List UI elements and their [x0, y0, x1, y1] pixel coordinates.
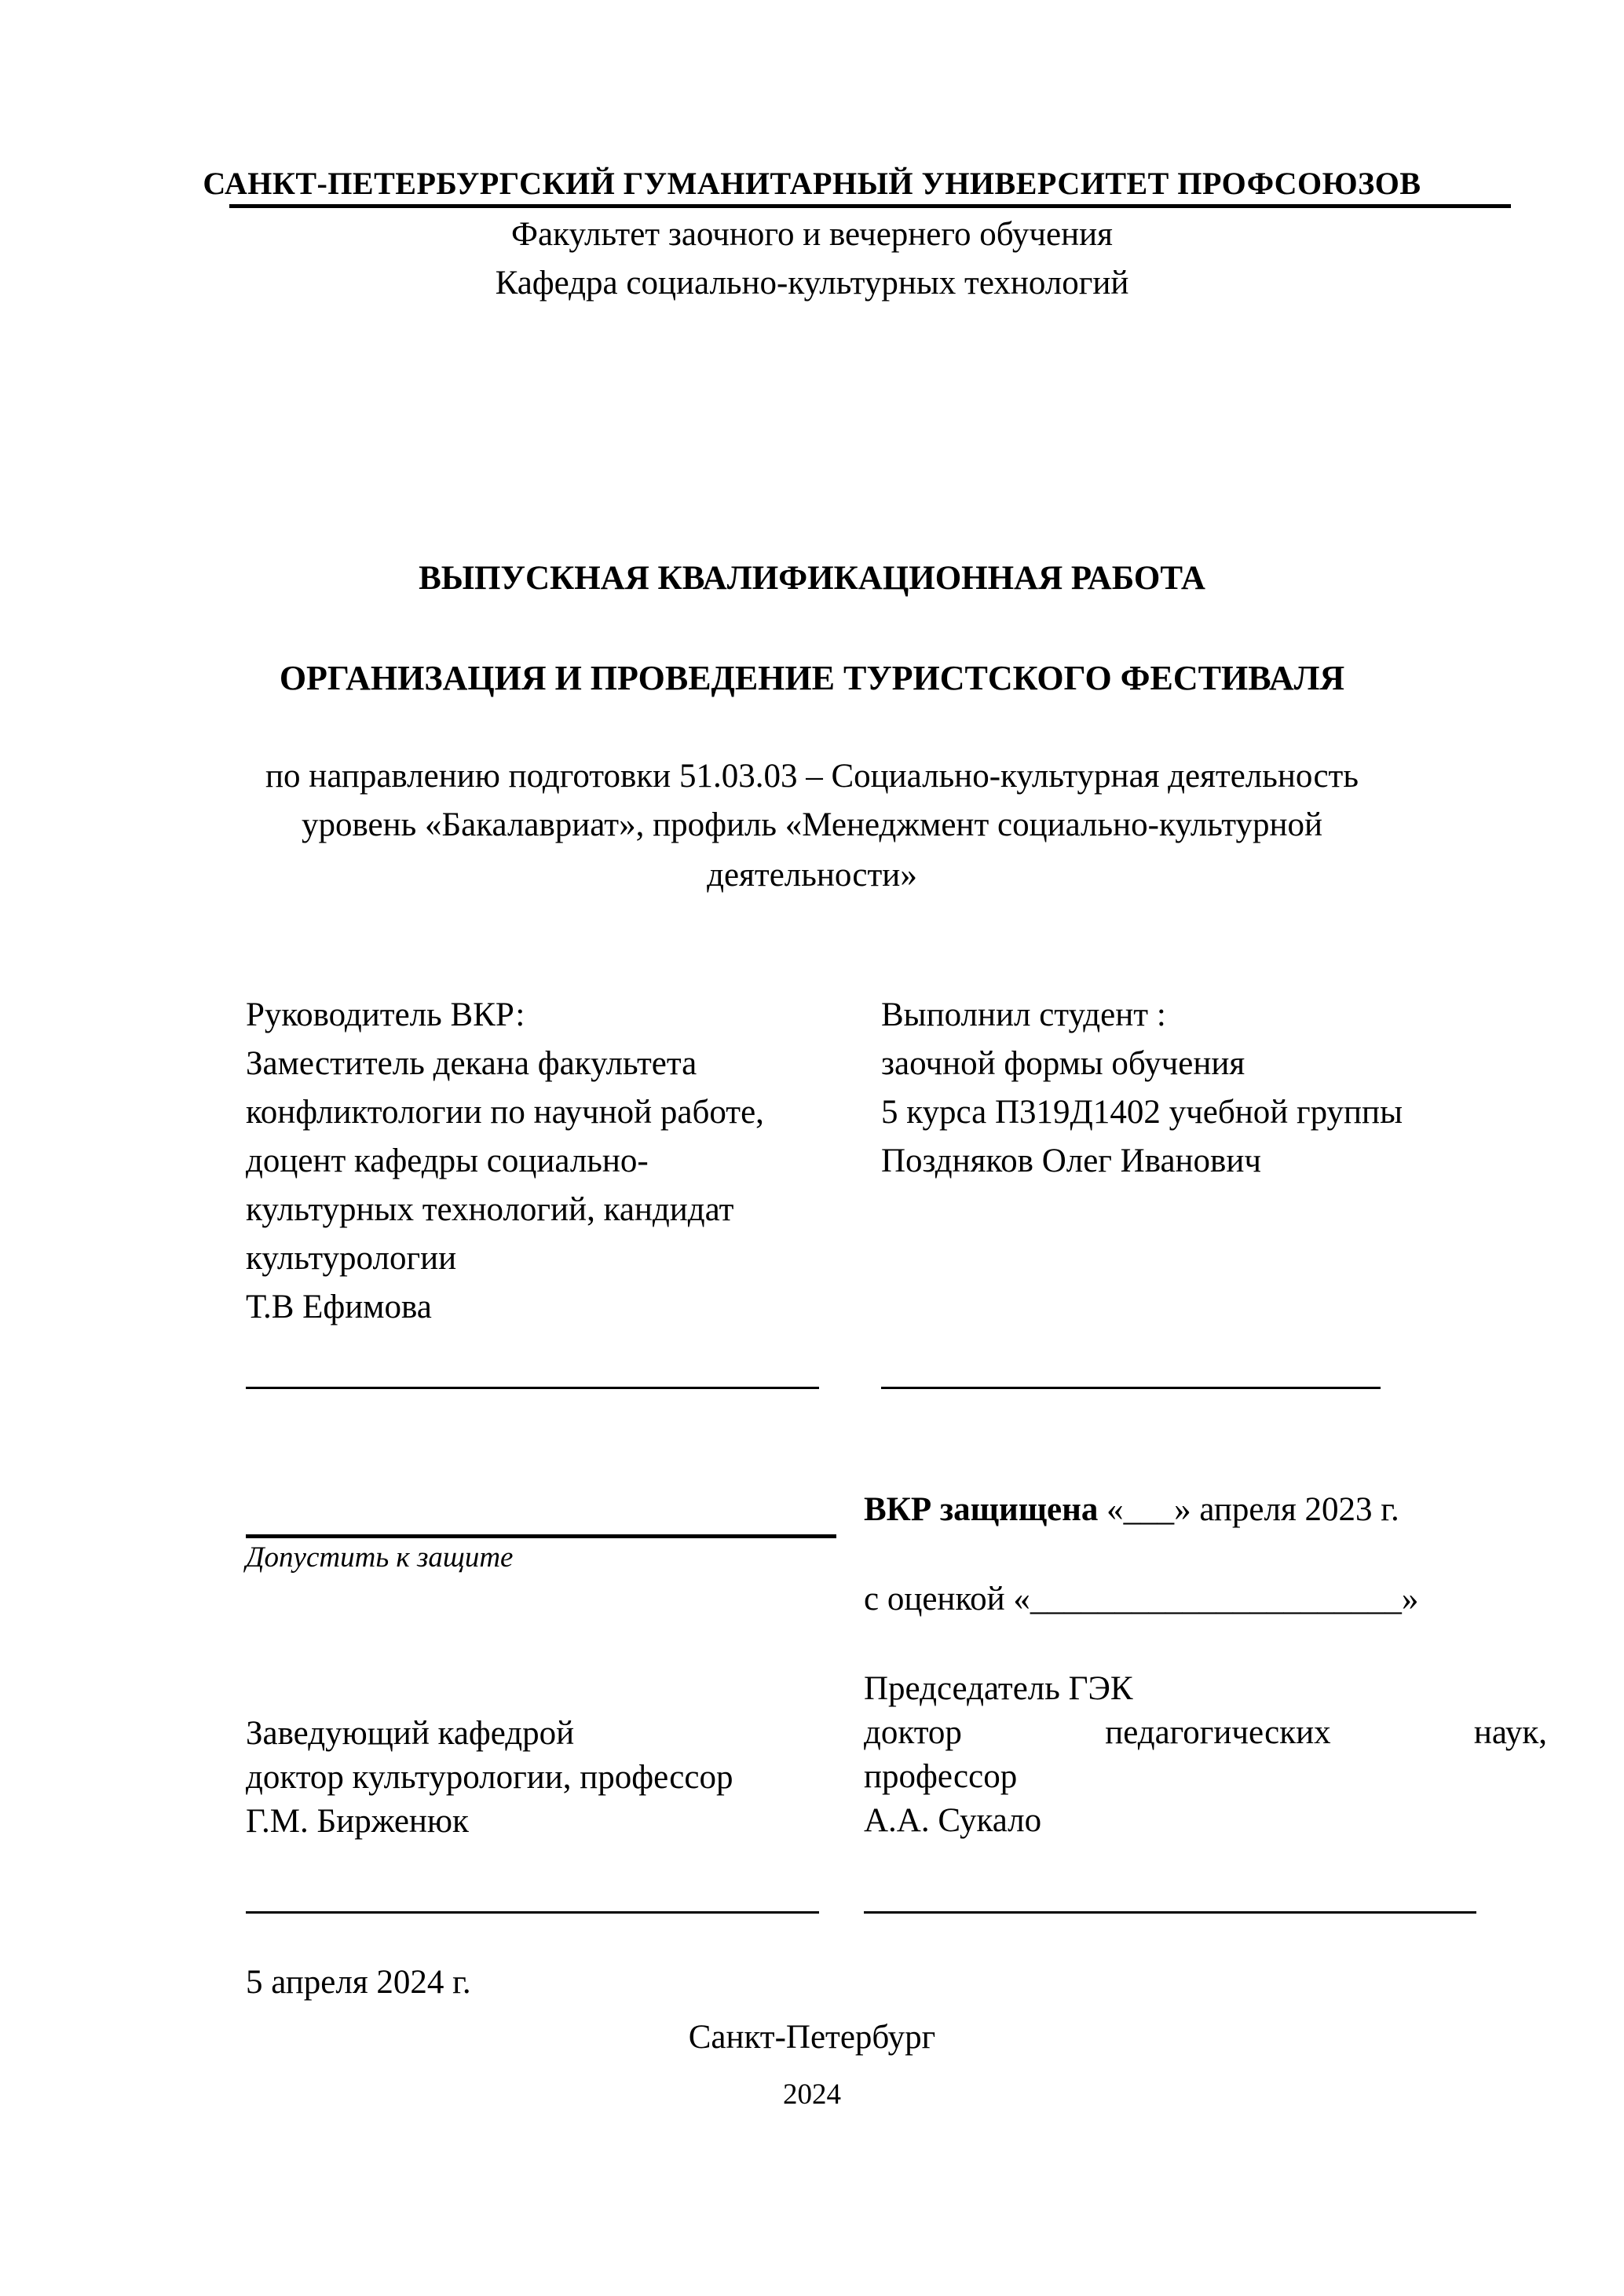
head-title: Заведующий кафедрой	[246, 1715, 575, 1752]
chair-degree-row	[864, 1713, 1547, 1752]
supervisor-line-2: конфликтологии по научной работе,	[246, 1094, 764, 1131]
work-type-title: ВЫПУСКНАЯ КВАЛИФИКАЦИОННАЯ РАБОТА	[419, 560, 1205, 597]
signing-date: 5 апреля 2024 г.	[246, 1964, 471, 2001]
chair-degree-word-2: педагогических	[1105, 1714, 1331, 1751]
direction-line-1: по направлению подготовки 51.03.03 – Социально-культурная деятельность	[265, 758, 1359, 795]
supervisor-signature-line	[246, 1387, 819, 1389]
student-line-1: заочной формы обучения	[881, 1045, 1245, 1082]
faculty-name: Факультет заочного и вечернего обучения	[511, 216, 1113, 253]
supervisor-label: Руководитель ВКР:	[246, 996, 525, 1033]
city: Санкт-Петербург	[688, 2019, 936, 2056]
thesis-theme: ОРГАНИЗАЦИЯ И ПРОВЕДЕНИЕ ТУРИСТСКОГО ФЕСТИВАЛЯ	[279, 659, 1345, 697]
department-name: Кафедра социально-культурных технологий	[495, 265, 1129, 302]
supervisor-name: Т.В Ефимова	[246, 1289, 432, 1325]
student-label: Выполнил студент :	[881, 996, 1166, 1033]
supervisor-block	[246, 991, 764, 1332]
supervisor-line-1: Заместитель декана факультета	[246, 1045, 697, 1082]
university-name: САНКТ-ПЕТЕРБУРГСКИЙ ГУМАНИТАРНЫЙ УНИВЕРСИТЕТ ПРОФСОЮЗОВ	[203, 166, 1421, 201]
head-degree: доктор культурологии, профессор	[246, 1759, 733, 1796]
admission-signature-line	[246, 1534, 836, 1538]
defense-date: «___» апреля 2023 г.	[1098, 1491, 1399, 1528]
student-block	[881, 991, 1403, 1186]
head-signature-line	[246, 1911, 819, 1914]
defense-bold: ВКР защищена	[864, 1491, 1099, 1528]
chair-degree-word-3: наук,	[1473, 1714, 1547, 1751]
chair-signature-line	[864, 1911, 1476, 1914]
head-name: Г.М. Бирженюк	[246, 1803, 469, 1840]
direction-line-3: деятельности»	[707, 857, 917, 894]
student-signature-line	[881, 1387, 1381, 1389]
student-line-2: 5 курса П319Д1402 учебной группы	[881, 1094, 1403, 1131]
supervisor-line-3: доцент кафедры социально-	[246, 1143, 649, 1179]
chair-degree-word-1: доктор	[864, 1714, 962, 1751]
admission-label: Допустить к защите	[246, 1541, 514, 1574]
defense-grade: с оценкой «______________________»	[864, 1581, 1419, 1618]
student-name: Поздняков Олег Иванович	[881, 1143, 1262, 1179]
header-rule	[229, 204, 1511, 208]
defense-line	[864, 1490, 1399, 1529]
chair-rank: профессор	[864, 1758, 1018, 1795]
chair-name: А.А. Сукало	[864, 1802, 1042, 1839]
head-block	[246, 1712, 733, 1844]
year: 2024	[783, 2078, 841, 2111]
supervisor-line-5: культурологии	[246, 1240, 457, 1277]
direction-line-2: уровень «Бакалавриат», профиль «Менеджмент социально-культурной	[301, 806, 1323, 843]
chair-title: Председатель ГЭК	[864, 1670, 1133, 1707]
supervisor-line-4: культурных технологий, кандидат	[246, 1191, 734, 1228]
